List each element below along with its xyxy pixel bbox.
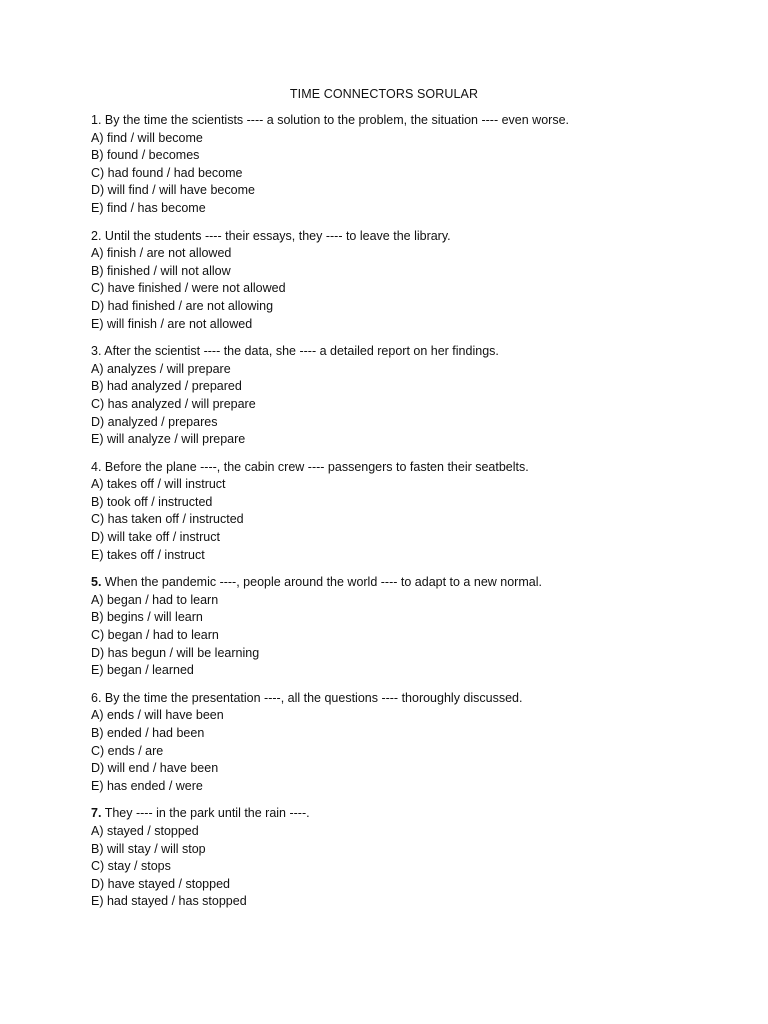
- answer-option: C) ends / are: [91, 743, 164, 758]
- question-stem: [91, 574, 711, 592]
- question-stem: [91, 112, 711, 130]
- answer-option: D) has begun / will be learning: [91, 645, 260, 660]
- question-number: 2.: [91, 228, 102, 243]
- answer-option: B) found / becomes: [91, 148, 200, 163]
- question-list: [91, 112, 711, 921]
- question-number: 4.: [91, 459, 102, 474]
- answer-option: D) will take off / instruct: [91, 530, 220, 545]
- answer-option: A) takes off / will instruct: [91, 477, 226, 492]
- answer-option: C) has taken off / instructed: [91, 512, 244, 527]
- question-number: 6.: [91, 690, 102, 705]
- question-text: By the time the scientists ---- a solution to the problem, the situation ---- even worse.: [104, 113, 570, 127]
- question-stem: [91, 805, 711, 823]
- question-text: After the scientist ---- the data, she ---- a detailed report on her findings.: [104, 344, 499, 359]
- answer-option: B) finished / will not allow: [91, 263, 231, 278]
- answer-option: A) stayed / stopped: [91, 823, 199, 838]
- question-text: When the pandemic ----, people around the world ---- to adapt to a new normal.: [104, 575, 542, 590]
- document-title: TIME CONNECTORS SORULAR: [289, 87, 479, 101]
- question-stem: [91, 228, 711, 246]
- question-stem: [91, 343, 711, 361]
- answer-option: E) will analyze / will prepare: [91, 432, 246, 447]
- question-6: [91, 690, 711, 796]
- answer-option: E) had stayed / has stopped: [91, 894, 247, 909]
- answer-option: C) have finished / were not allowed: [91, 281, 286, 296]
- answer-option: B) had analyzed / prepared: [91, 379, 242, 394]
- answer-option: A) analyzes / will prepare: [91, 361, 231, 376]
- question-stem: [91, 690, 711, 708]
- answer-option: B) begins / will learn: [91, 610, 203, 625]
- answer-option: C) had found / had become: [91, 165, 243, 180]
- answer-option: A) began / had to learn: [91, 592, 219, 607]
- answer-option: C) has analyzed / will prepare: [91, 396, 256, 411]
- answer-option: D) have stayed / stopped: [91, 876, 230, 891]
- answer-option: B) ended / had been: [91, 726, 205, 740]
- answer-option: D) will find / will have become: [91, 183, 255, 198]
- question-text: They ---- in the park until the rain ----.: [104, 806, 310, 821]
- question-7: [91, 805, 711, 911]
- question-text: Before the plane ----, the cabin crew ---- passengers to fasten their seatbelts.: [104, 459, 529, 474]
- answer-option: D) will end / have been: [91, 761, 219, 776]
- question-1: [91, 112, 711, 218]
- answer-option: C) began / had to learn: [91, 628, 219, 643]
- question-text: By the time the presentation ----, all the questions ---- thoroughly discussed.: [104, 690, 523, 705]
- answer-option: B) took off / instructed: [91, 494, 213, 509]
- answer-option: E) began / learned: [91, 663, 194, 678]
- question-number: 3.: [91, 344, 102, 359]
- answer-option: A) finish / are not allowed: [91, 246, 232, 261]
- question-number: 5.: [91, 575, 102, 590]
- answer-option: D) had finished / are not allowing: [91, 298, 274, 313]
- question-5: [91, 574, 711, 680]
- question-number: 1.: [91, 113, 102, 127]
- answer-option: E) will finish / are not allowed: [91, 316, 253, 331]
- question-3: [91, 343, 711, 449]
- question-number: 7.: [91, 806, 102, 821]
- answer-option: D) analyzed / prepares: [91, 414, 218, 429]
- question-stem: [91, 459, 711, 477]
- answer-option: E) takes off / instruct: [91, 547, 205, 562]
- question-4: [91, 459, 711, 565]
- answer-option: C) stay / stops: [91, 859, 171, 874]
- answer-option: B) will stay / will stop: [91, 841, 206, 856]
- answer-option: A) find / will become: [91, 130, 203, 145]
- answer-option: E) find / has become: [91, 200, 206, 215]
- question-2: [91, 228, 711, 334]
- answer-option: E) has ended / were: [91, 778, 203, 793]
- answer-option: A) ends / will have been: [91, 708, 224, 723]
- question-text: Until the students ---- their essays, they ---- to leave the library.: [104, 228, 451, 243]
